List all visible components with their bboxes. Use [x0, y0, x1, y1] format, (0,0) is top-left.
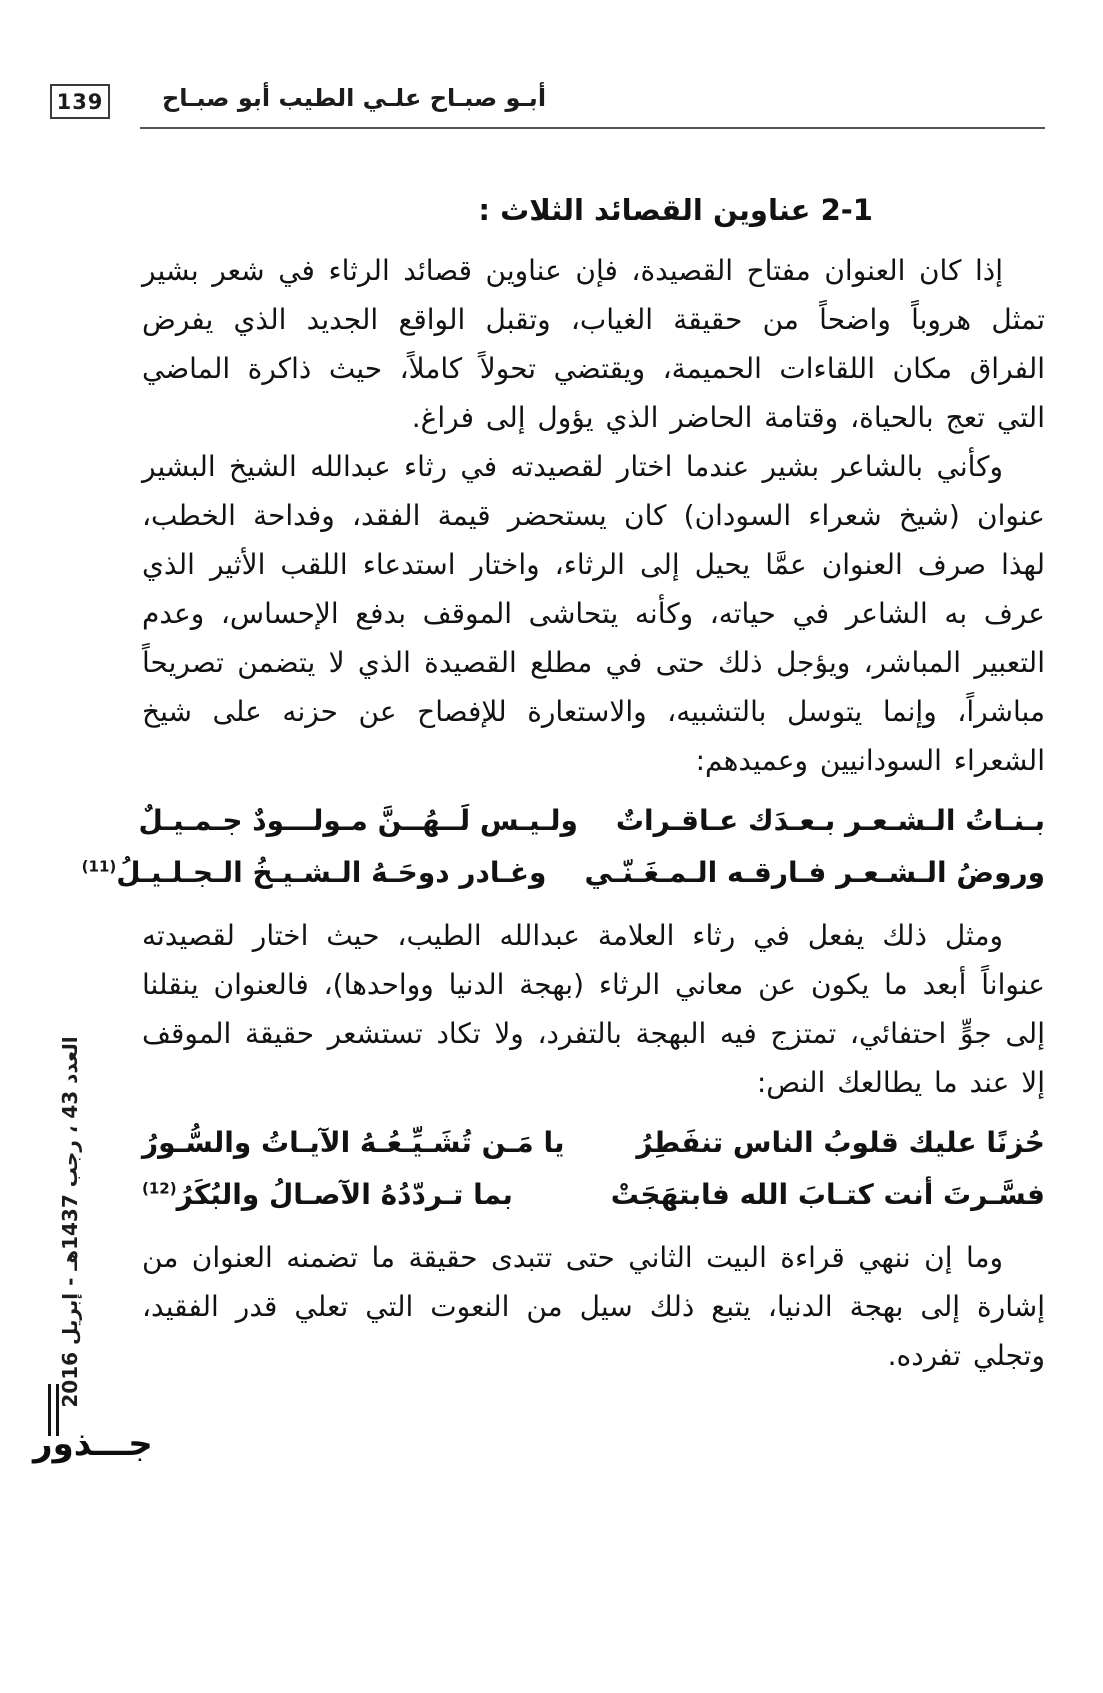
page-number: 139 [50, 84, 110, 119]
verse-line [81, 847, 1045, 899]
hemistich-first: فسَّـرتَ أنت كتـابَ الله فابتهَجَتْ [610, 1178, 1045, 1211]
verse-line [142, 1117, 1045, 1169]
hemistich-first: وروضُ الـشـعـر فـارقـه الـمـغَـنّـي [584, 856, 1045, 889]
paragraph-1: إذا كان العنوان مفتاح القصيدة، فإن عناوين قصائد الرثاء في شعر بشير تمثل هروباً واضحاً من حقيقة الغياب، وتقبل الواقع الجديد الذي يفرض الفراق مكان اللقاءات الحميمة، ويقتضي تحولاً كاملاً، حيث ذاكرة الماضي التي تعج بالحياة، وقتامة الحاضر الذي يؤول إلى فراغ. [142, 254, 1045, 434]
hemistich-second [142, 1117, 565, 1169]
hemistich-first: حُزنًا عليك قلوبُ الناس تنفَطِرُ [636, 1126, 1045, 1159]
verse-line [138, 795, 1045, 847]
hemistich-text: يا مَـن تُشَـيِّـعُـهُ الآيـاتُ والسُّـورُ [142, 1126, 565, 1159]
hemistich-text: بما تـردّدُهُ الآصـالُ والبُكَرُ [176, 1178, 513, 1211]
header-divider [140, 127, 1045, 129]
hemistich-first: بـنـاتُ الـشـعـر بـعـدَك عـاقـراتٌ [615, 804, 1045, 837]
article-body [81, 190, 1045, 1380]
publisher-logo: جـــذور [33, 1424, 153, 1464]
issue-info-vertical: العدد 43 ، رجب 1437هـ - إبريل 2016 [58, 1036, 82, 1408]
section-title: 2-1 عناوين القصائد الثلاث : [478, 193, 873, 227]
poem-quote-1 [81, 795, 1045, 899]
hemistich-second [142, 1169, 513, 1221]
footnote-ref: (12) [142, 1179, 177, 1198]
verse-line [142, 1169, 1045, 1221]
paragraph-4: وما إن ننهي قراءة البيت الثاني حتى تتبدى حقيقة ما تضمنه العنوان من إشارة إلى بهجة الدنيا، يتبع ذلك سيل من النعوت التي تعلي قدر الفقيد، وتجلي تفرده. [142, 1241, 1045, 1372]
hemistich-text: ولـيـس لَــهُــنَّ مـولـــودٌ جـمـيـلٌ [138, 804, 578, 837]
footnote-ref: (11) [81, 857, 117, 876]
hemistich-text: وغـادر دوحَـهُ الـشـيـخُ الـجـلـيـلُ [116, 856, 547, 889]
paragraph-2: وكأني بالشاعر بشير عندما اختار لقصيدته في رثاء عبدالله الشيخ البشير عنوان (شيخ شعراء السودان) كان يستحضر قيمة الفقد، وفداحة الخطب، لهذا صرف العنوان عمَّا يحيل إلى الرثاء، واختار استدعاء اللقب الأثير الذي عرف به الشاعر في حياته، وكأنه يتحاشى الموقف بدفع الإحساس، وعدم التعبير المباشر، ويؤجل ذلك حتى في مطلع القصيدة الذي لا يتضمن تصريحاً مباشراً، وإنما يتوسل بالتشبيه، والاستعارة للإفصاح عن حزنه على شيخ الشعراء السودانيين وعميدهم: [142, 450, 1045, 777]
poem-quote-2 [142, 1117, 1045, 1221]
hemistich-second [82, 847, 547, 899]
running-header-author: أبـو صبـاح علـي الطيب أبو صبـاح [162, 84, 547, 112]
hemistich-second [138, 795, 577, 847]
paragraph-3: ومثل ذلك يفعل في رثاء العلامة عبدالله الطيب، حيث اختار لقصيدته عنواناً أبعد ما يكون عن معاني الرثاء (بهجة الدنيا وواحدها)، فالعنوان ينقلنا إلى جوٍّ احتفائي، تمتزج فيه البهجة بالتفرد، ولا تكاد تستشعر حقيقة الموقف إلا عند ما يطالعك النص: [142, 919, 1045, 1099]
